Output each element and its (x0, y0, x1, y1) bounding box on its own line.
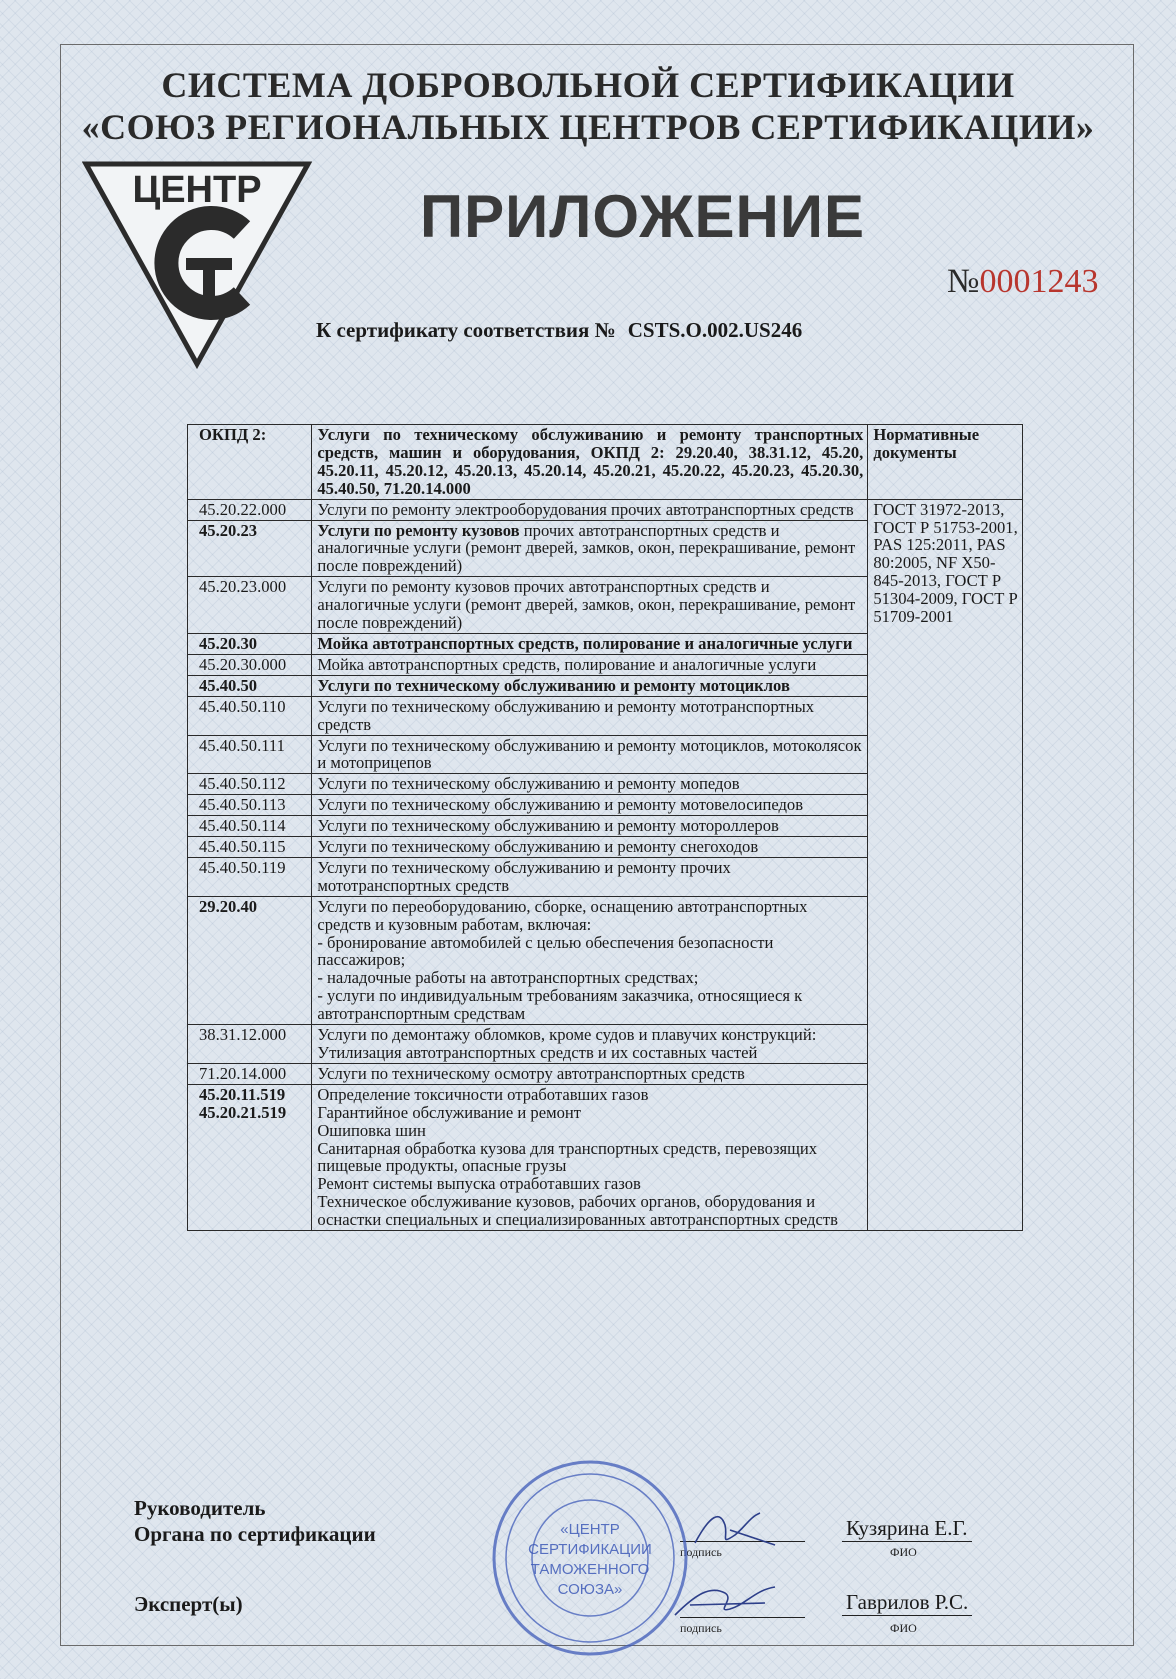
row-code: 45.40.50.114 (188, 816, 312, 837)
description-line: Санитарная обработка кузова для транспортных средств, перевозящих пищевые продукты, опасные грузы (317, 1138, 818, 1176)
row-code: 45.40.50.115 (188, 837, 312, 858)
row-code: 45.20.23.000 (188, 577, 312, 634)
row-code: 71.20.14.000 (188, 1063, 312, 1084)
row-code: 45.40.50 (188, 675, 312, 696)
head-signature-icon (690, 1505, 780, 1550)
expert-fio-caption: ФИО (890, 1621, 917, 1635)
code-line: 45.20.11.519 (199, 1084, 286, 1104)
row-code: 45.20.30.000 (188, 654, 312, 675)
number-value: 0001243 (979, 263, 1099, 300)
row-code: 45.40.50.119 (188, 857, 312, 896)
head-fio-caption: ФИО (890, 1545, 917, 1559)
row-description: Услуги по техническому обслуживанию и ремонту мопедов (312, 774, 868, 795)
stamp-text-2: СЕРТИФИКАЦИИ (528, 1541, 652, 1558)
row-code: 38.31.12.000 (188, 1025, 312, 1064)
row-code: 45.40.50.113 (188, 795, 312, 816)
header-norms: Нормативные документы (868, 425, 1023, 500)
stamp-text-3: ТАМОЖЕННОГО (530, 1561, 650, 1578)
row-description: Услуги по техническому осмотру автотранспортных средств (312, 1063, 868, 1084)
row-code: 45.20.30 (188, 633, 312, 654)
header-description: Услуги по техническому обслуживанию и ремонту транспортных средств, машин и оборудования, ОКПД 2: 29.20.40, 38.31.12, 45.20, 45.20.11, 45.20.12, 45.20.13, 45.20.14, 45.20.21, 45.20.22, 45.20.23, 45.20.30, 45.40.50, 71.20.14.000 (312, 425, 868, 500)
row-description: Услуги по техническому обслуживанию и ремонту мотоциклов (312, 675, 868, 696)
certification-stamp (490, 1458, 690, 1658)
certificate-reference (316, 318, 802, 343)
certificate-number: CSTS.O.002.US246 (627, 318, 803, 342)
row-code: 45.40.50.110 (188, 696, 312, 735)
system-title-line-2: «СОЮЗ РЕГИОНАЛЬНЫХ ЦЕНТРОВ СЕРТИФИКАЦИИ» (81, 107, 1095, 147)
code-line: 45.20.21.519 (199, 1102, 287, 1122)
row-description (312, 1084, 868, 1230)
row-code: 45.40.50.112 (188, 774, 312, 795)
row-description: Услуги по техническому обслуживанию и ремонту мотовелосипедов (312, 795, 868, 816)
stamp-text-1: «ЦЕНТР (560, 1521, 620, 1538)
expert-signature-caption: подпись (680, 1621, 722, 1635)
description-line: - услуги по индивидуальным требованиям заказчика, относящиеся к автотранспортным средствам (317, 986, 803, 1024)
row-description (312, 896, 868, 1024)
description-line: - наладочные работы на автотранспортных средствах; (317, 968, 699, 988)
row-description: Услуги по техническому обслуживанию и ремонту мотороллеров (312, 816, 868, 837)
row-description: Услуги по техническому обслуживанию и ремонту мототранспортных средств (312, 696, 868, 735)
row-description: Услуги по демонтажу обломков, кроме судов и плавучих конструкций: Утилизация автотранспортных средств и их составных частей (312, 1025, 868, 1064)
normative-documents: ГОСТ 31972-2013, ГОСТ Р 51753-2001, PAS 125:2011, PAS 80:2005, NF X50-845-2013, ГОСТ Р 51304-2009, ГОСТ Р 51709-2001 (868, 499, 1023, 1230)
head-name: Кузярина Е.Г. (842, 1516, 972, 1542)
row-description (312, 520, 868, 577)
description-line: Определение токсичности отработавших газов (317, 1084, 649, 1104)
row-code: 45.40.50.111 (188, 735, 312, 774)
head-signature-caption: подпись (680, 1545, 722, 1559)
number-prefix: № (947, 263, 980, 300)
description-line: Гарантийное обслуживание и ремонт (317, 1102, 582, 1122)
expert-name: Гаврилов Р.С. (842, 1590, 972, 1616)
row-description: Услуги по ремонту кузовов прочих автотранспортных средств и аналогичные услуги (ремонт дверей, замков, окон, перекрашивание, ремонт после повреждений) (312, 577, 868, 634)
description-line: Услуги по переоборудованию, сборке, оснащению автотранспортных средств и кузовным работам, включая: (317, 896, 808, 934)
description-line: Ошиповка шин (317, 1120, 426, 1140)
header-code: ОКПД 2: (188, 425, 312, 500)
head-label-line-1: Руководитель (134, 1496, 266, 1520)
row-description: Услуги по техническому обслуживанию и ремонту прочих мототранспортных средств (312, 857, 868, 896)
certificate-label: К сертификату соответствия № (316, 318, 616, 342)
row-description: Услуги по техническому обслуживанию и ремонту мотоциклов, мотоколясок и мотоприцепов (312, 735, 868, 774)
center-ct-logo-icon (82, 160, 312, 370)
description-line: Ремонт системы выпуска отработавших газов (317, 1174, 641, 1194)
stamp-text-4: СОЮЗА» (557, 1581, 623, 1598)
system-title-line-1: СИСТЕМА ДОБРОВОЛЬНОЙ СЕРТИФИКАЦИИ (161, 65, 1015, 105)
expert-label: Эксперт(ы) (134, 1592, 243, 1616)
row-description: Услуги по техническому обслуживанию и ремонту снегоходов (312, 837, 868, 858)
table-header-row (188, 425, 1023, 500)
services-table (187, 424, 1023, 1231)
row-description: Мойка автотранспортных средств, полирование и аналогичные услуги (312, 633, 868, 654)
logo-text: ЦЕНТР (132, 169, 262, 211)
row-code: 29.20.40 (188, 896, 312, 1024)
table-row (188, 499, 1023, 520)
head-label-line-2: Органа по сертификации (134, 1522, 376, 1546)
row-description-bold: Услуги по ремонту кузовов (317, 520, 520, 540)
row-code: 45.20.22.000 (188, 499, 312, 520)
appendix-number (947, 263, 1098, 301)
description-line: Техническое обслуживание кузовов, рабочих органов, оборудования и оснастки специальных и специализированных автотранспортных средств (317, 1192, 838, 1230)
row-description: Мойка автотранспортных средств, полирование и аналогичные услуги (312, 654, 868, 675)
row-description-rest: прочих автотранспортных средств и аналогичные услуги (ремонт дверей, замков, окон, перекрашивание, ремонт после повреждений) (317, 520, 856, 576)
row-description: Услуги по ремонту электрооборудования прочих автотранспортных средств (312, 499, 868, 520)
description-line: - бронирование автомобилей с целью обеспечения безопасности пассажиров; (317, 932, 774, 970)
row-code: 45.20.23 (188, 520, 312, 577)
page-title: ПРИЛОЖЕНИЕ (420, 183, 865, 250)
row-code (188, 1084, 312, 1230)
